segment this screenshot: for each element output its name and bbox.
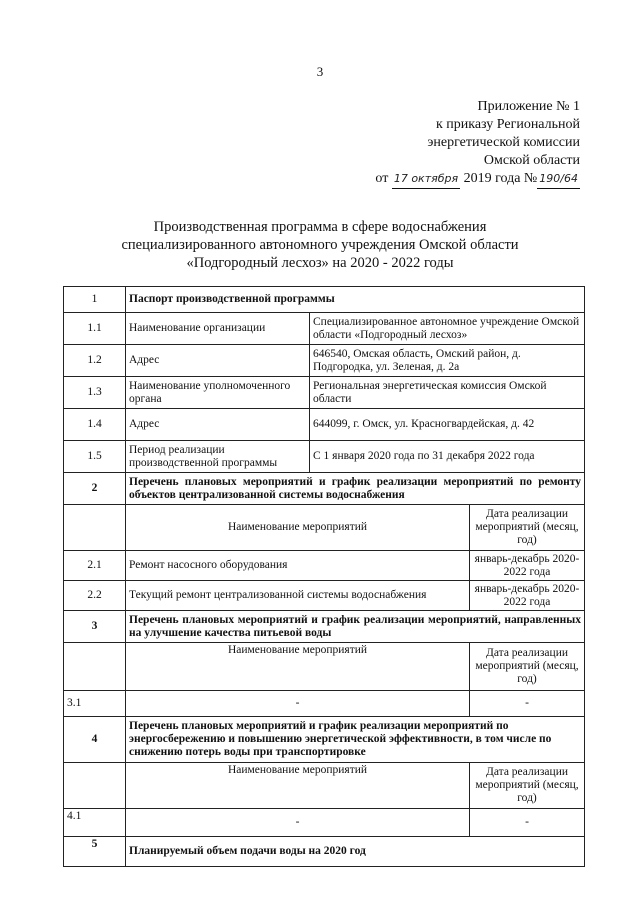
- table-row: [64, 345, 585, 377]
- section-row: [64, 611, 585, 643]
- section-row: [64, 717, 585, 763]
- row-name: -: [126, 691, 470, 717]
- empty-cell: [64, 505, 126, 551]
- row-number: 1.4: [64, 409, 126, 441]
- title-line: Производственная программа в сфере водоснабжения: [153, 219, 487, 235]
- column-header-date: Дата реализации мероприятий (месяц, год): [470, 643, 585, 691]
- column-header-name: Наименование мероприятий: [126, 643, 470, 691]
- row-number: 2.2: [64, 581, 126, 611]
- section-title: Планируемый объем подачи воды на 2020 год: [126, 837, 585, 867]
- annex-line: энергетической комиссии: [427, 135, 580, 150]
- row-value: 644099, г. Омск, ул. Красногвардейская, д. 42: [310, 409, 585, 441]
- column-header-name: Наименование мероприятий: [126, 505, 470, 551]
- column-header-date: Дата реализации мероприятий (месяц, год): [470, 505, 585, 551]
- section-title: Перечень плановых мероприятий и график реализации мероприятий по ремонту объектов централизованной системы водоснабжения: [126, 473, 585, 505]
- row-value: Специализированное автономное учреждение Омской области «Подгородный лесхоз»: [310, 313, 585, 345]
- table-row: [64, 441, 585, 473]
- annex-header: [375, 98, 580, 189]
- page-number: 3: [316, 64, 324, 79]
- row-value: 646540, Омская область, Омский район, д. Подгородка, ул. Зеленая, д. 2а: [310, 345, 585, 377]
- row-name: Текущий ремонт централизованной системы водоснабжения: [126, 581, 470, 611]
- row-name: -: [126, 809, 470, 837]
- table-row: [64, 313, 585, 345]
- table-header-row: [64, 643, 585, 691]
- section-title: Перечень плановых мероприятий и график реализации мероприятий по энергосбережению и повышению энергетической эффективности, в том числе по снижению потерь воды при транспортировке: [126, 717, 585, 763]
- handwritten-date: 17 октября: [392, 170, 460, 189]
- row-name: Ремонт насосного оборудования: [126, 551, 470, 581]
- section-number: 5: [64, 837, 126, 867]
- section-number: 1: [64, 287, 126, 313]
- column-header-date: Дата реализации мероприятий (месяц, год): [470, 763, 585, 809]
- section-title: Перечень плановых мероприятий и график реализации мероприятий, направленных на улучшение качества питьевой воды: [126, 611, 585, 643]
- row-number: 1.5: [64, 441, 126, 473]
- date-prefix: от: [375, 171, 389, 186]
- row-label: Адрес: [126, 345, 310, 377]
- section-number: 4: [64, 717, 126, 763]
- table-row: [64, 409, 585, 441]
- row-date: январь-декабрь 2020-2022 года: [470, 581, 585, 611]
- row-date: январь-декабрь 2020-2022 года: [470, 551, 585, 581]
- row-number: 1.3: [64, 377, 126, 409]
- row-label: Адрес: [126, 409, 310, 441]
- row-number: 2.1: [64, 551, 126, 581]
- section-number: 2: [64, 473, 126, 505]
- title-line: «Подгородный лесхоз» на 2020 - 2022 годы: [186, 255, 454, 271]
- section-title: Паспорт производственной программы: [126, 287, 585, 313]
- date-suffix: 2019 года №: [463, 171, 538, 186]
- row-label: Наименование организации: [126, 313, 310, 345]
- table-row: [64, 691, 585, 717]
- section-row: [64, 473, 585, 505]
- column-header-name: Наименование мероприятий: [126, 763, 470, 809]
- row-date: -: [470, 691, 585, 717]
- row-label: Наименование уполномоченного органа: [126, 377, 310, 409]
- section-row: [64, 287, 585, 313]
- empty-cell: [64, 643, 126, 691]
- section-row: [64, 837, 585, 867]
- row-value: Региональная энергетическая комиссия Омской области: [310, 377, 585, 409]
- row-value: С 1 января 2020 года по 31 декабря 2022 года: [310, 441, 585, 473]
- annex-line: Приложение № 1: [477, 99, 580, 114]
- row-number: 1.1: [64, 313, 126, 345]
- row-number: 4.1: [64, 809, 126, 837]
- annex-line: к приказу Региональной: [435, 117, 580, 132]
- table-row: [64, 551, 585, 581]
- table-row: [64, 809, 585, 837]
- section-number: 3: [64, 611, 126, 643]
- table-row: [64, 581, 585, 611]
- annex-line: Омской области: [483, 153, 580, 168]
- row-number: 1.2: [64, 345, 126, 377]
- title-line: специализированного автономного учреждения Омской области: [121, 237, 519, 253]
- table-row: [64, 377, 585, 409]
- annex-date-line: [375, 170, 580, 189]
- empty-cell: [64, 763, 126, 809]
- table-header-row: [64, 505, 585, 551]
- row-label: Период реализации производственной программы: [126, 441, 310, 473]
- table-header-row: [64, 763, 585, 809]
- row-date: -: [470, 809, 585, 837]
- program-table: [63, 286, 585, 867]
- row-number: 3.1: [64, 691, 126, 717]
- document-title: [0, 218, 640, 272]
- handwritten-order-number: 190/64: [537, 170, 580, 189]
